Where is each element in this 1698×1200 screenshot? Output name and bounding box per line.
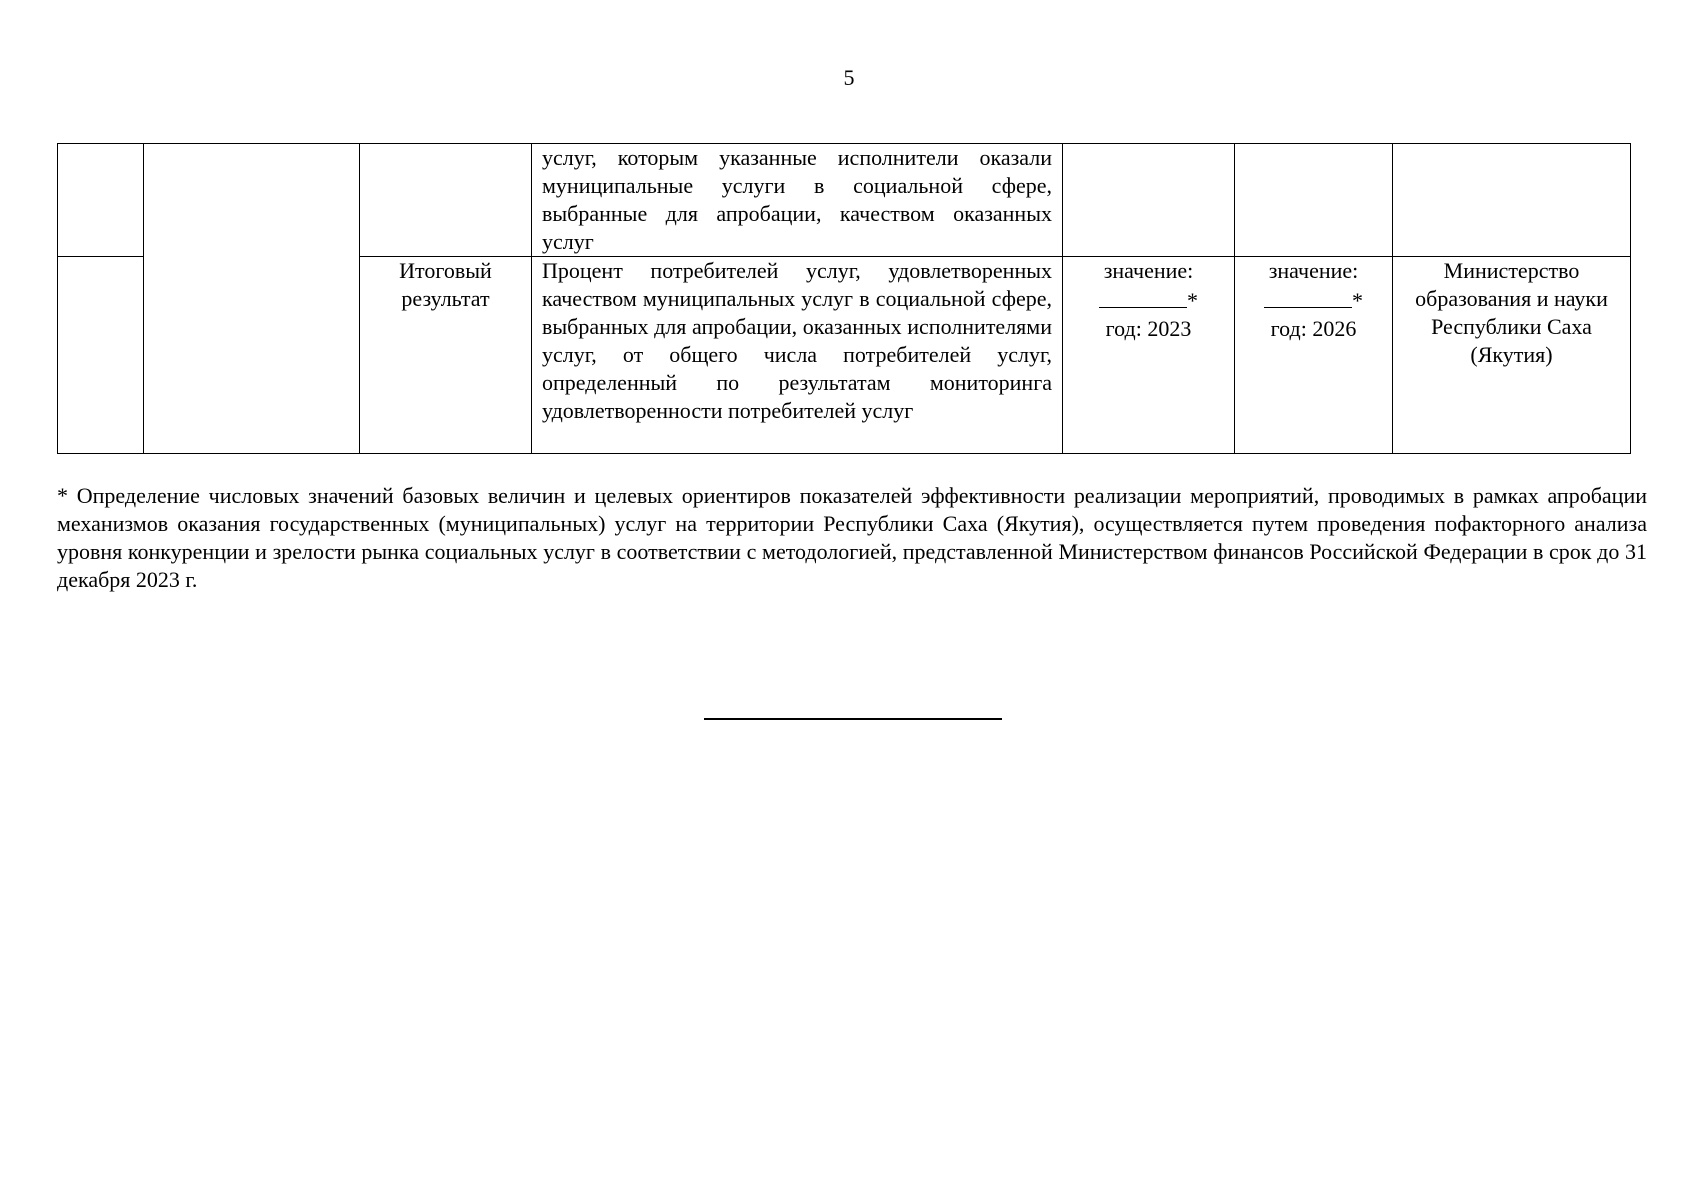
table-cell-task xyxy=(144,144,360,454)
indicators-table xyxy=(57,143,1631,454)
target-value-blank xyxy=(1245,285,1382,315)
table-cell-base-value xyxy=(1063,257,1235,454)
target-value-year: год: 2026 xyxy=(1270,316,1357,341)
table-cell-base-value xyxy=(1063,144,1235,257)
blank-underline xyxy=(1264,285,1352,308)
target-value-label: значение: xyxy=(1268,258,1359,283)
table-cell-number xyxy=(58,257,144,454)
base-value-label: значение: xyxy=(1103,258,1194,283)
base-value-year: год: 2023 xyxy=(1105,316,1192,341)
table-cell-type xyxy=(360,144,532,257)
page-number: 5 xyxy=(843,65,855,90)
base-value-blank xyxy=(1073,285,1224,315)
end-divider xyxy=(704,718,1002,720)
table-cell-description: Процент потребителей услуг, удовлетворенных качеством муниципальных услуг в социальной сфере, выбранных для апробации, оказанных исполнителями услуг, от общего числа потребителей услуг, определенный по результатам мониторинга удовлетворенности потребителей услуг xyxy=(532,257,1063,454)
footnote-marker: * xyxy=(1352,288,1363,313)
table-cell-type: Итоговый результат xyxy=(360,257,532,454)
table-cell-number xyxy=(58,144,144,257)
table-cell-responsible: Министерство образования и науки Республики Саха (Якутия) xyxy=(1393,257,1631,454)
table-row xyxy=(58,144,1631,257)
table-cell-target-value xyxy=(1235,144,1393,257)
blank-underline xyxy=(1099,285,1187,308)
footnote: * Определение числовых значений базовых величин и целевых ориентиров показателей эффективности реализации мероприятий, проводимых в рамках апробации механизмов оказания государственных (муниципальных) услуг на территории Республики Саха (Якутия), осуществляется путем проведения пофакторного анализа уровня конкуренции и зрелости рынка социальных услуг в соответствии с методологией, представленной Министерством финансов Российской Федерации в срок до 31 декабря 2023 г. xyxy=(57,483,1647,592)
table-cell-description: услуг, которым указанные исполнители оказали муниципальные услуги в социальной сфере, выбранные для апробации, качеством оказанных услуг xyxy=(532,144,1063,257)
table-cell-target-value xyxy=(1235,257,1393,454)
table-cell-responsible xyxy=(1393,144,1631,257)
footnote-marker: * xyxy=(1187,288,1198,313)
